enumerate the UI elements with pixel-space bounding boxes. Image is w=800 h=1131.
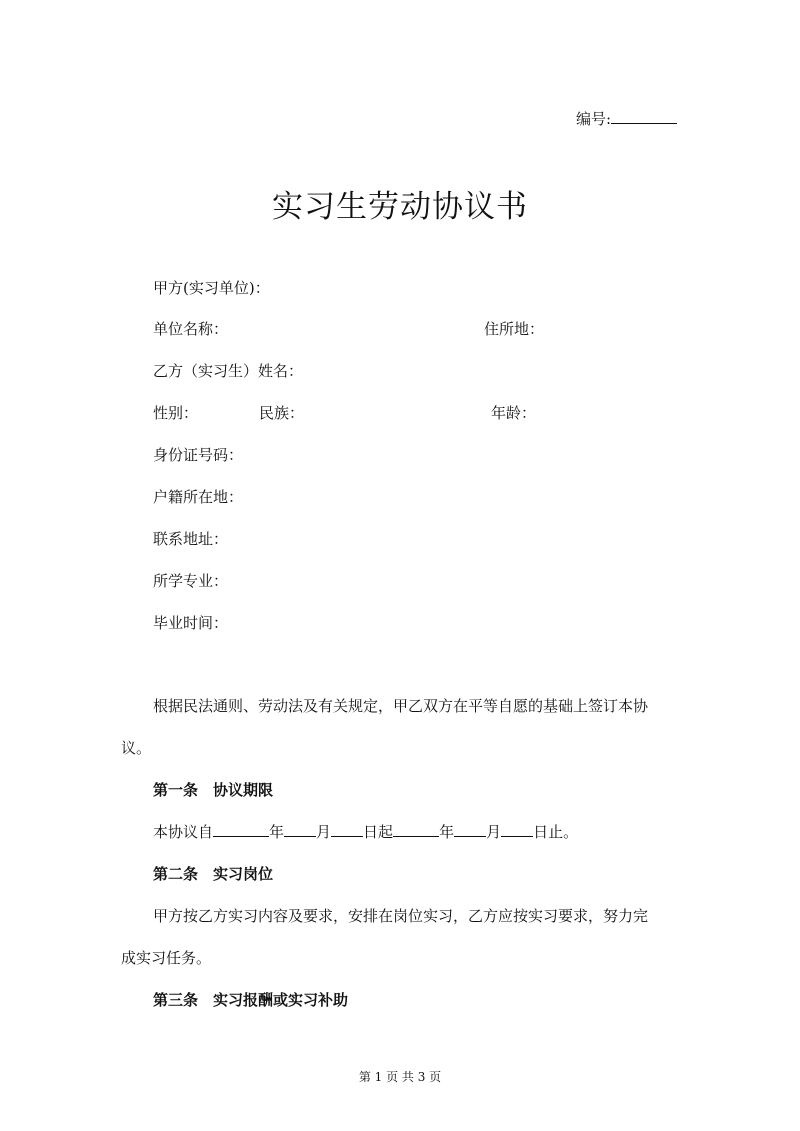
- term-text-year: 年: [269, 823, 285, 841]
- field-id-number: 身份证号码：: [153, 446, 244, 464]
- article-3-heading: 第三条 实习报酬或实习补助: [153, 991, 349, 1009]
- page-footer: 第 1 页 共 3 页: [358, 1070, 442, 1084]
- field-major: 所学专业：: [153, 572, 229, 590]
- blank-end-month: [454, 822, 486, 837]
- blank-start-day: [331, 822, 363, 837]
- document-title: 实习生劳动协议书: [272, 189, 528, 225]
- serial-number-label: 编号:: [576, 110, 612, 128]
- field-age: 年龄：: [491, 404, 537, 422]
- intro-line-2: 议。: [121, 739, 152, 757]
- article-2-line-2: 成实习任务。: [121, 949, 212, 967]
- field-party-b: 乙方（实习生）姓名：: [153, 362, 304, 380]
- term-text-from: 本协议自: [153, 823, 214, 841]
- serial-number: [576, 108, 677, 129]
- article-1-heading: 第一条 协议期限: [153, 781, 274, 799]
- field-graduation: 毕业时间：: [153, 614, 229, 632]
- article-2-heading: 第二条 实习岗位: [153, 865, 274, 883]
- article-1-term: [153, 821, 578, 842]
- blank-start-month: [284, 822, 316, 837]
- term-text-month-2: 月: [486, 823, 502, 841]
- intro-line-1: 根据民法通则、劳动法及有关规定，甲乙双方在平等自愿的基础上签订本协: [153, 697, 649, 715]
- term-text-month: 月: [316, 823, 332, 841]
- blank-end-day: [501, 822, 533, 837]
- field-unit-name: 单位名称：: [153, 320, 229, 338]
- term-text-year-2: 年: [439, 823, 455, 841]
- field-address: 联系地址：: [153, 530, 229, 548]
- term-text-day-from: 日起: [363, 823, 394, 841]
- article-2-line-1: 甲方按乙方实习内容及要求，安排在岗位实习，乙方应按实习要求，努力完: [153, 907, 649, 925]
- field-ethnicity: 民族：: [259, 404, 305, 422]
- serial-number-blank: [611, 109, 677, 124]
- field-residence: 住所地：: [484, 320, 545, 338]
- field-household: 户籍所在地：: [153, 488, 244, 506]
- field-gender: 性别：: [153, 404, 199, 422]
- term-text-day-until: 日止。: [533, 823, 579, 841]
- blank-start-year: [213, 822, 269, 837]
- field-party-a: 甲方(实习单位)：: [153, 279, 270, 297]
- blank-end-year: [393, 822, 439, 837]
